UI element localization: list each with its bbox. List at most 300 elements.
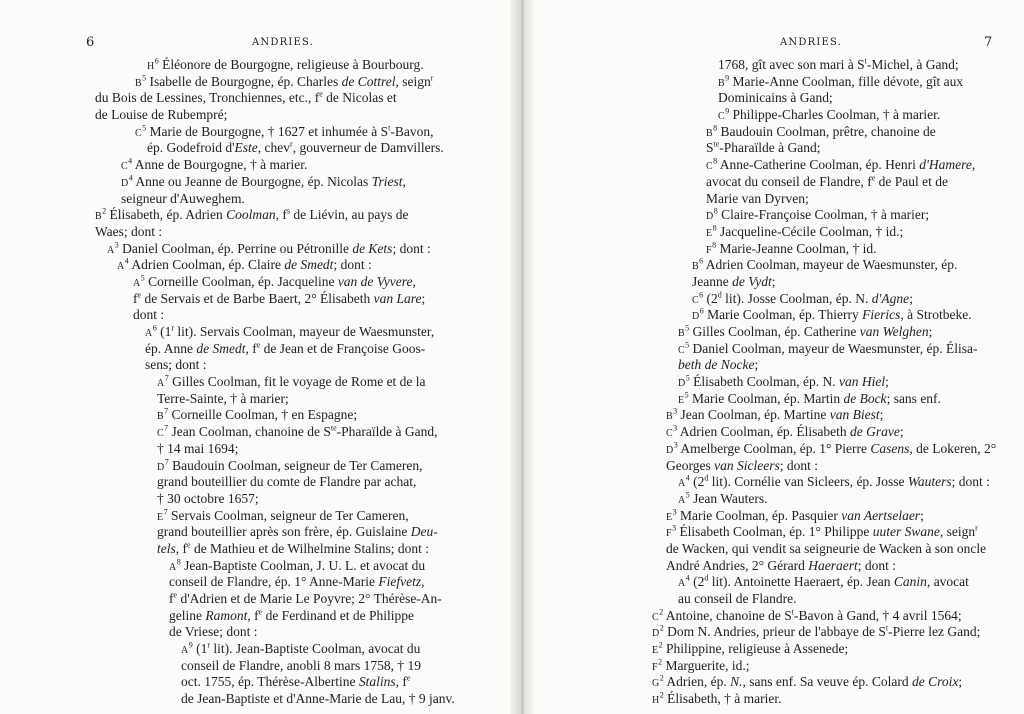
superscript: 5 bbox=[142, 123, 147, 133]
superscript: t bbox=[885, 623, 889, 633]
line-text: -Bavon à Gand, † 4 avril 1564; bbox=[794, 607, 962, 623]
line-text: de Servais et de Barbe Baert, 2° Élisabeth bbox=[141, 290, 374, 306]
line-text: Jean Coolman, ép. Martine bbox=[677, 407, 830, 423]
generation-marker: A bbox=[117, 261, 125, 273]
generation-marker: B bbox=[678, 328, 686, 339]
line-text: ; bbox=[958, 674, 963, 690]
line-text: ; bbox=[920, 507, 924, 523]
text-line bbox=[0, 391, 512, 408]
line-text: , seign bbox=[939, 524, 976, 540]
line-text: , f bbox=[245, 340, 257, 356]
line-text: de Vriese; dont : bbox=[169, 624, 258, 640]
superscript: d bbox=[704, 573, 709, 583]
text-line bbox=[0, 274, 512, 291]
right-page-header: ANDRIES. bbox=[780, 37, 843, 48]
line-text: Daniel Coolman, mayeur de Waesmunster, ép. Élisa- bbox=[689, 340, 978, 356]
line-text: Dominicains à Gand; bbox=[718, 90, 833, 106]
line-text: lit). Josse Coolman, ép. N. bbox=[721, 290, 872, 306]
text-line bbox=[532, 508, 1024, 525]
generation-marker: C bbox=[157, 428, 165, 440]
superscript: e bbox=[319, 89, 323, 99]
text-line bbox=[532, 558, 1024, 575]
generation-marker: B bbox=[706, 127, 714, 139]
text-line bbox=[532, 424, 1024, 441]
superscript: 5 bbox=[140, 273, 145, 283]
text-line bbox=[532, 357, 1024, 374]
generation-marker: D bbox=[678, 378, 686, 390]
text-line bbox=[532, 224, 1024, 241]
generation-marker: A bbox=[145, 328, 153, 339]
superscript: 7 bbox=[163, 507, 168, 517]
italic-name: Coolman bbox=[226, 207, 276, 223]
line-text: , avocat bbox=[926, 574, 969, 590]
line-text: ; dont : bbox=[779, 457, 818, 473]
line-text: Amelberge Coolman, ép. 1° Pierre bbox=[677, 440, 871, 456]
text-line bbox=[532, 691, 1024, 708]
line-text: ép. Godefroid d' bbox=[147, 140, 235, 156]
text-line bbox=[532, 74, 1024, 91]
italic-name: van Sicleers bbox=[714, 457, 780, 473]
superscript: te bbox=[713, 139, 720, 149]
generation-marker: B bbox=[666, 411, 674, 423]
line-text: Élisabeth Coolman, ép. 1° Philippe bbox=[676, 524, 873, 540]
text-line bbox=[532, 574, 1024, 591]
line-text: , bbox=[412, 273, 416, 289]
generation-marker: C bbox=[678, 344, 686, 356]
text-line bbox=[532, 608, 1024, 625]
line-text: oct. 1755, ép. Thérèse-Albertine bbox=[181, 674, 359, 690]
line-text: (2 bbox=[689, 474, 705, 490]
line-text: , de Lokeren, 2° bbox=[909, 440, 997, 456]
line-text: Corneille Coolman, † en Espagne; bbox=[168, 407, 358, 423]
line-text: † 14 mai 1694; bbox=[157, 440, 239, 456]
line-text: ; bbox=[885, 374, 889, 390]
superscript: 7 bbox=[164, 406, 169, 416]
line-text: ; bbox=[771, 273, 776, 289]
text-line bbox=[0, 324, 512, 341]
generation-marker: A bbox=[181, 645, 189, 657]
text-line bbox=[532, 207, 1024, 224]
text-line bbox=[0, 674, 512, 691]
line-text: Philippine, religieuse à Assenede; bbox=[662, 641, 849, 657]
superscript: 2 bbox=[659, 623, 664, 633]
left-page-number: 6 bbox=[86, 35, 95, 50]
text-line bbox=[532, 624, 1024, 641]
text-line bbox=[532, 441, 1024, 458]
line-text: ; bbox=[928, 324, 933, 339]
italic-name: van Hiel bbox=[838, 374, 886, 390]
generation-marker: C bbox=[135, 127, 143, 139]
superscript: 8 bbox=[176, 557, 181, 567]
line-text: Gilles Coolman, fit le voyage de Rome et de la bbox=[168, 374, 426, 390]
superscript: 9 bbox=[725, 73, 730, 83]
generation-marker: E bbox=[666, 511, 673, 523]
generation-marker: G bbox=[652, 678, 660, 690]
line-text: Élisabeth, ép. Adrien bbox=[106, 207, 227, 223]
generation-marker: F bbox=[652, 661, 659, 673]
line-text: de Louise de Rubempré; bbox=[95, 107, 228, 123]
line-text: , f bbox=[275, 207, 287, 223]
line-text: ; bbox=[421, 290, 426, 306]
superscript: r bbox=[207, 640, 211, 650]
italic-name: beth de Nocke bbox=[678, 357, 755, 373]
text-line bbox=[532, 458, 1024, 475]
generation-marker: A bbox=[678, 478, 686, 490]
superscript: s bbox=[286, 206, 291, 216]
superscript: t bbox=[388, 123, 391, 133]
superscript: 8 bbox=[713, 123, 718, 133]
text-line bbox=[532, 107, 1024, 124]
superscript: 6 bbox=[152, 323, 157, 333]
text-line bbox=[0, 57, 512, 74]
line-text: dont : bbox=[133, 307, 165, 323]
generation-marker: F bbox=[666, 528, 673, 540]
italic-name: Triest bbox=[371, 173, 403, 189]
line-text: conseil de Flandre, ép. 1° Anne-Marie bbox=[169, 574, 379, 590]
text-line bbox=[0, 608, 512, 625]
generation-marker: A bbox=[157, 378, 165, 390]
superscript: 7 bbox=[164, 373, 169, 383]
generation-marker: D bbox=[666, 444, 674, 456]
text-line bbox=[532, 57, 1024, 74]
line-text: geline bbox=[169, 607, 206, 623]
line-text: ; bbox=[899, 424, 904, 440]
superscript: 5 bbox=[684, 390, 689, 400]
text-line bbox=[0, 124, 512, 141]
line-text: ; bbox=[879, 407, 884, 423]
line-text: Anne de Bourgogne, † à marier. bbox=[132, 157, 308, 173]
generation-marker: B bbox=[135, 77, 143, 89]
generation-marker: B bbox=[692, 261, 700, 273]
text-line bbox=[0, 508, 512, 525]
text-line bbox=[0, 90, 512, 107]
text-line bbox=[0, 558, 512, 575]
superscript: 2 bbox=[659, 673, 664, 683]
line-text: , f bbox=[175, 540, 187, 556]
line-text: Anne-Catherine Coolman, ép. Henri bbox=[717, 157, 920, 173]
text-line bbox=[532, 491, 1024, 508]
line-text: (2 bbox=[689, 574, 705, 590]
generation-marker: B bbox=[718, 77, 726, 89]
superscript: 8 bbox=[713, 156, 718, 166]
line-text: Baudouin Coolman, prêtre, chanoine de bbox=[717, 123, 936, 139]
superscript: r bbox=[975, 523, 978, 533]
line-text: ; dont : bbox=[857, 557, 896, 573]
text-line bbox=[0, 341, 512, 358]
superscript: 2 bbox=[659, 607, 664, 617]
line-text: -Pharaïlde à Gand, bbox=[336, 424, 438, 440]
generation-marker: A bbox=[133, 277, 141, 289]
italic-name: de Kets bbox=[352, 240, 393, 256]
generation-marker: C bbox=[718, 111, 726, 123]
text-line bbox=[0, 658, 512, 675]
italic-name: tels bbox=[157, 540, 176, 556]
line-text: Marie-Jeanne Coolman, † id. bbox=[716, 240, 877, 256]
line-text: Adrien, ép. bbox=[663, 674, 731, 690]
line-text: † 30 octobre 1657; bbox=[157, 490, 259, 506]
italic-name: d'Hamere bbox=[919, 157, 972, 173]
italic-name: de Grave bbox=[850, 424, 900, 440]
text-line bbox=[0, 691, 512, 708]
generation-marker: A bbox=[107, 244, 115, 256]
italic-name: Canin bbox=[893, 574, 927, 590]
line-text: de Jean-Baptiste et d'Anne-Marie de Lau, † 9 janv. bbox=[181, 691, 455, 707]
text-line bbox=[532, 241, 1024, 258]
generation-marker: D bbox=[692, 311, 700, 323]
line-text: du Bois de Lessines, Tronchiennes, etc., f bbox=[95, 90, 320, 106]
line-text: au conseil de Flandre. bbox=[678, 591, 797, 606]
superscript: r bbox=[171, 323, 175, 333]
generation-marker: D bbox=[121, 177, 129, 189]
line-text: grand bouteillier du comte de Flandre par achat, bbox=[157, 474, 417, 490]
generation-marker: E bbox=[678, 394, 685, 406]
italic-name: van Aertselaer bbox=[841, 507, 921, 523]
line-text: Marie Coolman, ép. Thierry bbox=[703, 307, 863, 323]
superscript: e bbox=[871, 173, 876, 183]
line-text: Marguerite, id.; bbox=[662, 657, 750, 673]
superscript: 9 bbox=[188, 640, 193, 650]
left-page-header: ANDRIES. bbox=[252, 37, 315, 48]
line-text: , sans enf. Sa veuve ép. Colard bbox=[742, 674, 912, 690]
generation-marker: C bbox=[666, 428, 674, 440]
line-text: Élisabeth, † à marier. bbox=[663, 691, 782, 707]
italic-name: de Cottrel bbox=[341, 73, 396, 89]
superscript: 5 bbox=[685, 340, 690, 350]
superscript: 9 bbox=[725, 106, 730, 116]
line-text: , bbox=[971, 157, 976, 173]
text-line bbox=[532, 307, 1024, 324]
text-line bbox=[0, 157, 512, 174]
text-line bbox=[532, 174, 1024, 191]
line-text: Dom N. Andries, prieur de l'abbaye de S bbox=[663, 624, 886, 640]
line-text: -Michel, à Gand; bbox=[866, 57, 959, 72]
text-line bbox=[532, 90, 1024, 107]
line-text: , bbox=[402, 173, 406, 189]
line-text: seigneur d'Auweghem. bbox=[121, 190, 245, 206]
generation-marker: D bbox=[157, 461, 165, 473]
superscript: 6 bbox=[154, 56, 159, 66]
line-text: , f bbox=[247, 607, 259, 623]
text-line bbox=[532, 658, 1024, 675]
italic-name: Casens bbox=[870, 440, 910, 456]
line-text: Jeanne bbox=[692, 273, 733, 289]
line-text: Terre-Sainte, † à marier; bbox=[157, 390, 289, 406]
generation-marker: D bbox=[706, 211, 714, 223]
generation-marker: E bbox=[706, 227, 713, 239]
text-line bbox=[532, 641, 1024, 658]
line-text: Marie-Anne Coolman, fille dévote, gît aux bbox=[729, 73, 964, 89]
text-line bbox=[532, 524, 1024, 541]
superscript: r bbox=[290, 139, 293, 149]
line-text: lit). Antoinette Haeraert, ép. Jean bbox=[708, 574, 894, 590]
text-line bbox=[0, 424, 512, 441]
generation-marker: D bbox=[652, 628, 660, 640]
line-text: lit). Jean-Baptiste Coolman, avocat du bbox=[210, 641, 421, 657]
text-line bbox=[0, 574, 512, 591]
line-text: (1 bbox=[156, 324, 172, 339]
text-line bbox=[0, 407, 512, 424]
line-text: Servais Coolman, seigneur de Ter Cameren, bbox=[167, 507, 409, 523]
text-line bbox=[532, 474, 1024, 491]
line-text: Élisabeth Coolman, ép. N. bbox=[689, 374, 839, 390]
text-line bbox=[532, 124, 1024, 141]
superscript: 2 bbox=[658, 640, 663, 650]
superscript: 4 bbox=[124, 256, 129, 266]
superscript: d bbox=[717, 290, 722, 300]
text-line bbox=[0, 441, 512, 458]
line-text: , seign bbox=[395, 73, 431, 89]
line-text: , gouverneur de Damvillers. bbox=[292, 140, 444, 156]
superscript: 4 bbox=[128, 156, 133, 166]
generation-marker: B bbox=[157, 411, 165, 423]
superscript: 8 bbox=[712, 240, 717, 250]
line-text: -Pierre lez Gand; bbox=[888, 624, 981, 640]
text-line bbox=[532, 391, 1024, 408]
superscript: e bbox=[173, 590, 178, 600]
text-line bbox=[532, 674, 1024, 691]
text-line bbox=[532, 407, 1024, 424]
text-line bbox=[532, 157, 1024, 174]
line-text: Marie Coolman, ép. Pasquier bbox=[676, 507, 842, 523]
generation-marker: A bbox=[678, 494, 686, 506]
line-text: Jean Coolman, chanoine de S bbox=[168, 424, 331, 440]
superscript: 8 bbox=[713, 206, 718, 216]
italic-name: de Smedt bbox=[196, 340, 246, 356]
line-text: , bbox=[421, 574, 425, 590]
text-line bbox=[532, 591, 1024, 608]
italic-name: de Bock bbox=[843, 390, 887, 406]
superscript: 3 bbox=[673, 440, 678, 450]
superscript: 7 bbox=[164, 457, 169, 466]
line-text: sens; dont : bbox=[145, 357, 207, 373]
line-text: de Ferdinand et de Philippe bbox=[262, 607, 415, 623]
line-text: Gilles Coolman, ép. Catherine bbox=[689, 324, 860, 339]
text-line bbox=[0, 458, 512, 475]
text-line bbox=[532, 341, 1024, 358]
superscript: e bbox=[406, 673, 411, 683]
superscript: d bbox=[704, 473, 709, 483]
line-text: (2 bbox=[703, 290, 718, 306]
line-text: ép. Anne bbox=[145, 340, 197, 356]
italic-name: van Welghen bbox=[859, 324, 929, 339]
text-line bbox=[0, 257, 512, 274]
superscript: 7 bbox=[164, 423, 169, 433]
text-line bbox=[532, 257, 1024, 274]
superscript: 3 bbox=[672, 523, 677, 533]
line-text: de Mathieu et de Wilhelmine Stalins; dont : bbox=[190, 540, 429, 556]
superscript: 4 bbox=[128, 173, 133, 183]
text-line bbox=[0, 641, 512, 658]
superscript: 3 bbox=[114, 240, 119, 250]
italic-name: Stalins bbox=[358, 674, 396, 690]
italic-name: van Biest bbox=[829, 407, 880, 423]
superscript: 5 bbox=[142, 73, 147, 83]
superscript: e bbox=[137, 290, 142, 300]
text-line bbox=[0, 291, 512, 308]
generation-marker: C bbox=[692, 294, 700, 306]
line-text: -Pharaïlde à Gand; bbox=[719, 140, 821, 156]
text-line bbox=[0, 524, 512, 541]
text-line bbox=[0, 591, 512, 608]
line-text: Adrien Coolman, ép. Élisabeth bbox=[677, 424, 851, 440]
italic-name: van de Vyvere bbox=[337, 273, 413, 289]
text-line bbox=[0, 491, 512, 508]
line-text: lit). Servais Coolman, mayeur de Waesmunster, bbox=[174, 324, 435, 339]
text-line bbox=[0, 174, 512, 191]
text-line bbox=[0, 74, 512, 91]
text-line bbox=[0, 224, 512, 241]
right-page-text bbox=[532, 57, 1024, 708]
book-gutter bbox=[510, 0, 534, 714]
line-text: ; bbox=[754, 357, 759, 373]
line-text: de Nicolas et bbox=[322, 90, 397, 106]
superscript: 6 bbox=[699, 256, 704, 266]
line-text: André Andries, 2° Gérard bbox=[666, 557, 809, 573]
line-text: Georges bbox=[666, 457, 715, 473]
italic-name: Deu- bbox=[410, 524, 438, 540]
line-text: Adrien Coolman, mayeur de Waesmunster, ép. bbox=[703, 257, 958, 273]
superscript: t bbox=[864, 56, 867, 66]
line-text: ; dont : bbox=[392, 240, 431, 256]
generation-marker: A bbox=[678, 578, 686, 590]
text-line bbox=[0, 624, 512, 641]
line-text: Jacqueline-Cécile Coolman, † id.; bbox=[716, 223, 904, 239]
line-text: de Liévin, au pays de bbox=[290, 207, 409, 223]
line-text: Éléonore de Bourgogne, religieuse à Bourbourg. bbox=[158, 57, 424, 72]
line-text: , chev bbox=[257, 140, 291, 156]
text-line bbox=[0, 241, 512, 258]
superscript: 2 bbox=[658, 657, 663, 667]
line-text: S bbox=[706, 140, 714, 156]
line-text: Philippe-Charles Coolman, † à marier. bbox=[729, 107, 941, 123]
italic-name: N. bbox=[730, 674, 743, 690]
superscript: 3 bbox=[672, 507, 677, 517]
text-line bbox=[0, 307, 512, 324]
line-text: Adrien Coolman, ép. Claire bbox=[128, 257, 285, 273]
line-text: avocat du conseil de Flandre, f bbox=[706, 173, 872, 189]
line-text: Jean Wauters. bbox=[689, 490, 768, 506]
italic-name: van Lare bbox=[373, 290, 422, 306]
italic-name: de Croix bbox=[911, 674, 959, 690]
line-text: Anne ou Jeanne de Bourgogne, ép. Nicolas bbox=[132, 173, 372, 189]
generation-marker: E bbox=[157, 511, 164, 523]
italic-name: Fiefvetz bbox=[378, 574, 422, 590]
superscript: 2 bbox=[659, 690, 664, 700]
line-text: Corneille Coolman, ép. Jacqueline bbox=[144, 273, 338, 289]
line-text: Daniel Coolman, ép. Perrine ou Pétronille bbox=[118, 240, 353, 256]
line-text: lit). Cornélie van Sicleers, ép. Josse bbox=[708, 474, 908, 490]
line-text: de Jean et de Françoise Goos- bbox=[260, 340, 426, 356]
generation-marker: C bbox=[652, 611, 660, 623]
generation-marker: A bbox=[169, 561, 177, 573]
text-line bbox=[0, 191, 512, 208]
line-text: grand bouteillier après son frère, ép. Guislaine bbox=[157, 524, 411, 540]
superscript: e bbox=[187, 540, 191, 550]
superscript: 4 bbox=[685, 573, 690, 583]
superscript: 3 bbox=[673, 406, 678, 416]
superscript: 5 bbox=[685, 323, 690, 333]
text-line bbox=[0, 541, 512, 558]
text-line bbox=[0, 374, 512, 391]
superscript: 8 bbox=[712, 223, 717, 233]
line-text: de Wacken, qui vendit sa seigneurie de Wacken à son oncle bbox=[666, 540, 987, 556]
italic-name: de Vydt bbox=[732, 273, 772, 289]
superscript: t bbox=[791, 607, 795, 617]
superscript: 3 bbox=[673, 423, 678, 433]
text-line bbox=[532, 291, 1024, 308]
line-text: de Paul et de bbox=[875, 173, 948, 189]
line-text: (1 bbox=[192, 641, 208, 657]
